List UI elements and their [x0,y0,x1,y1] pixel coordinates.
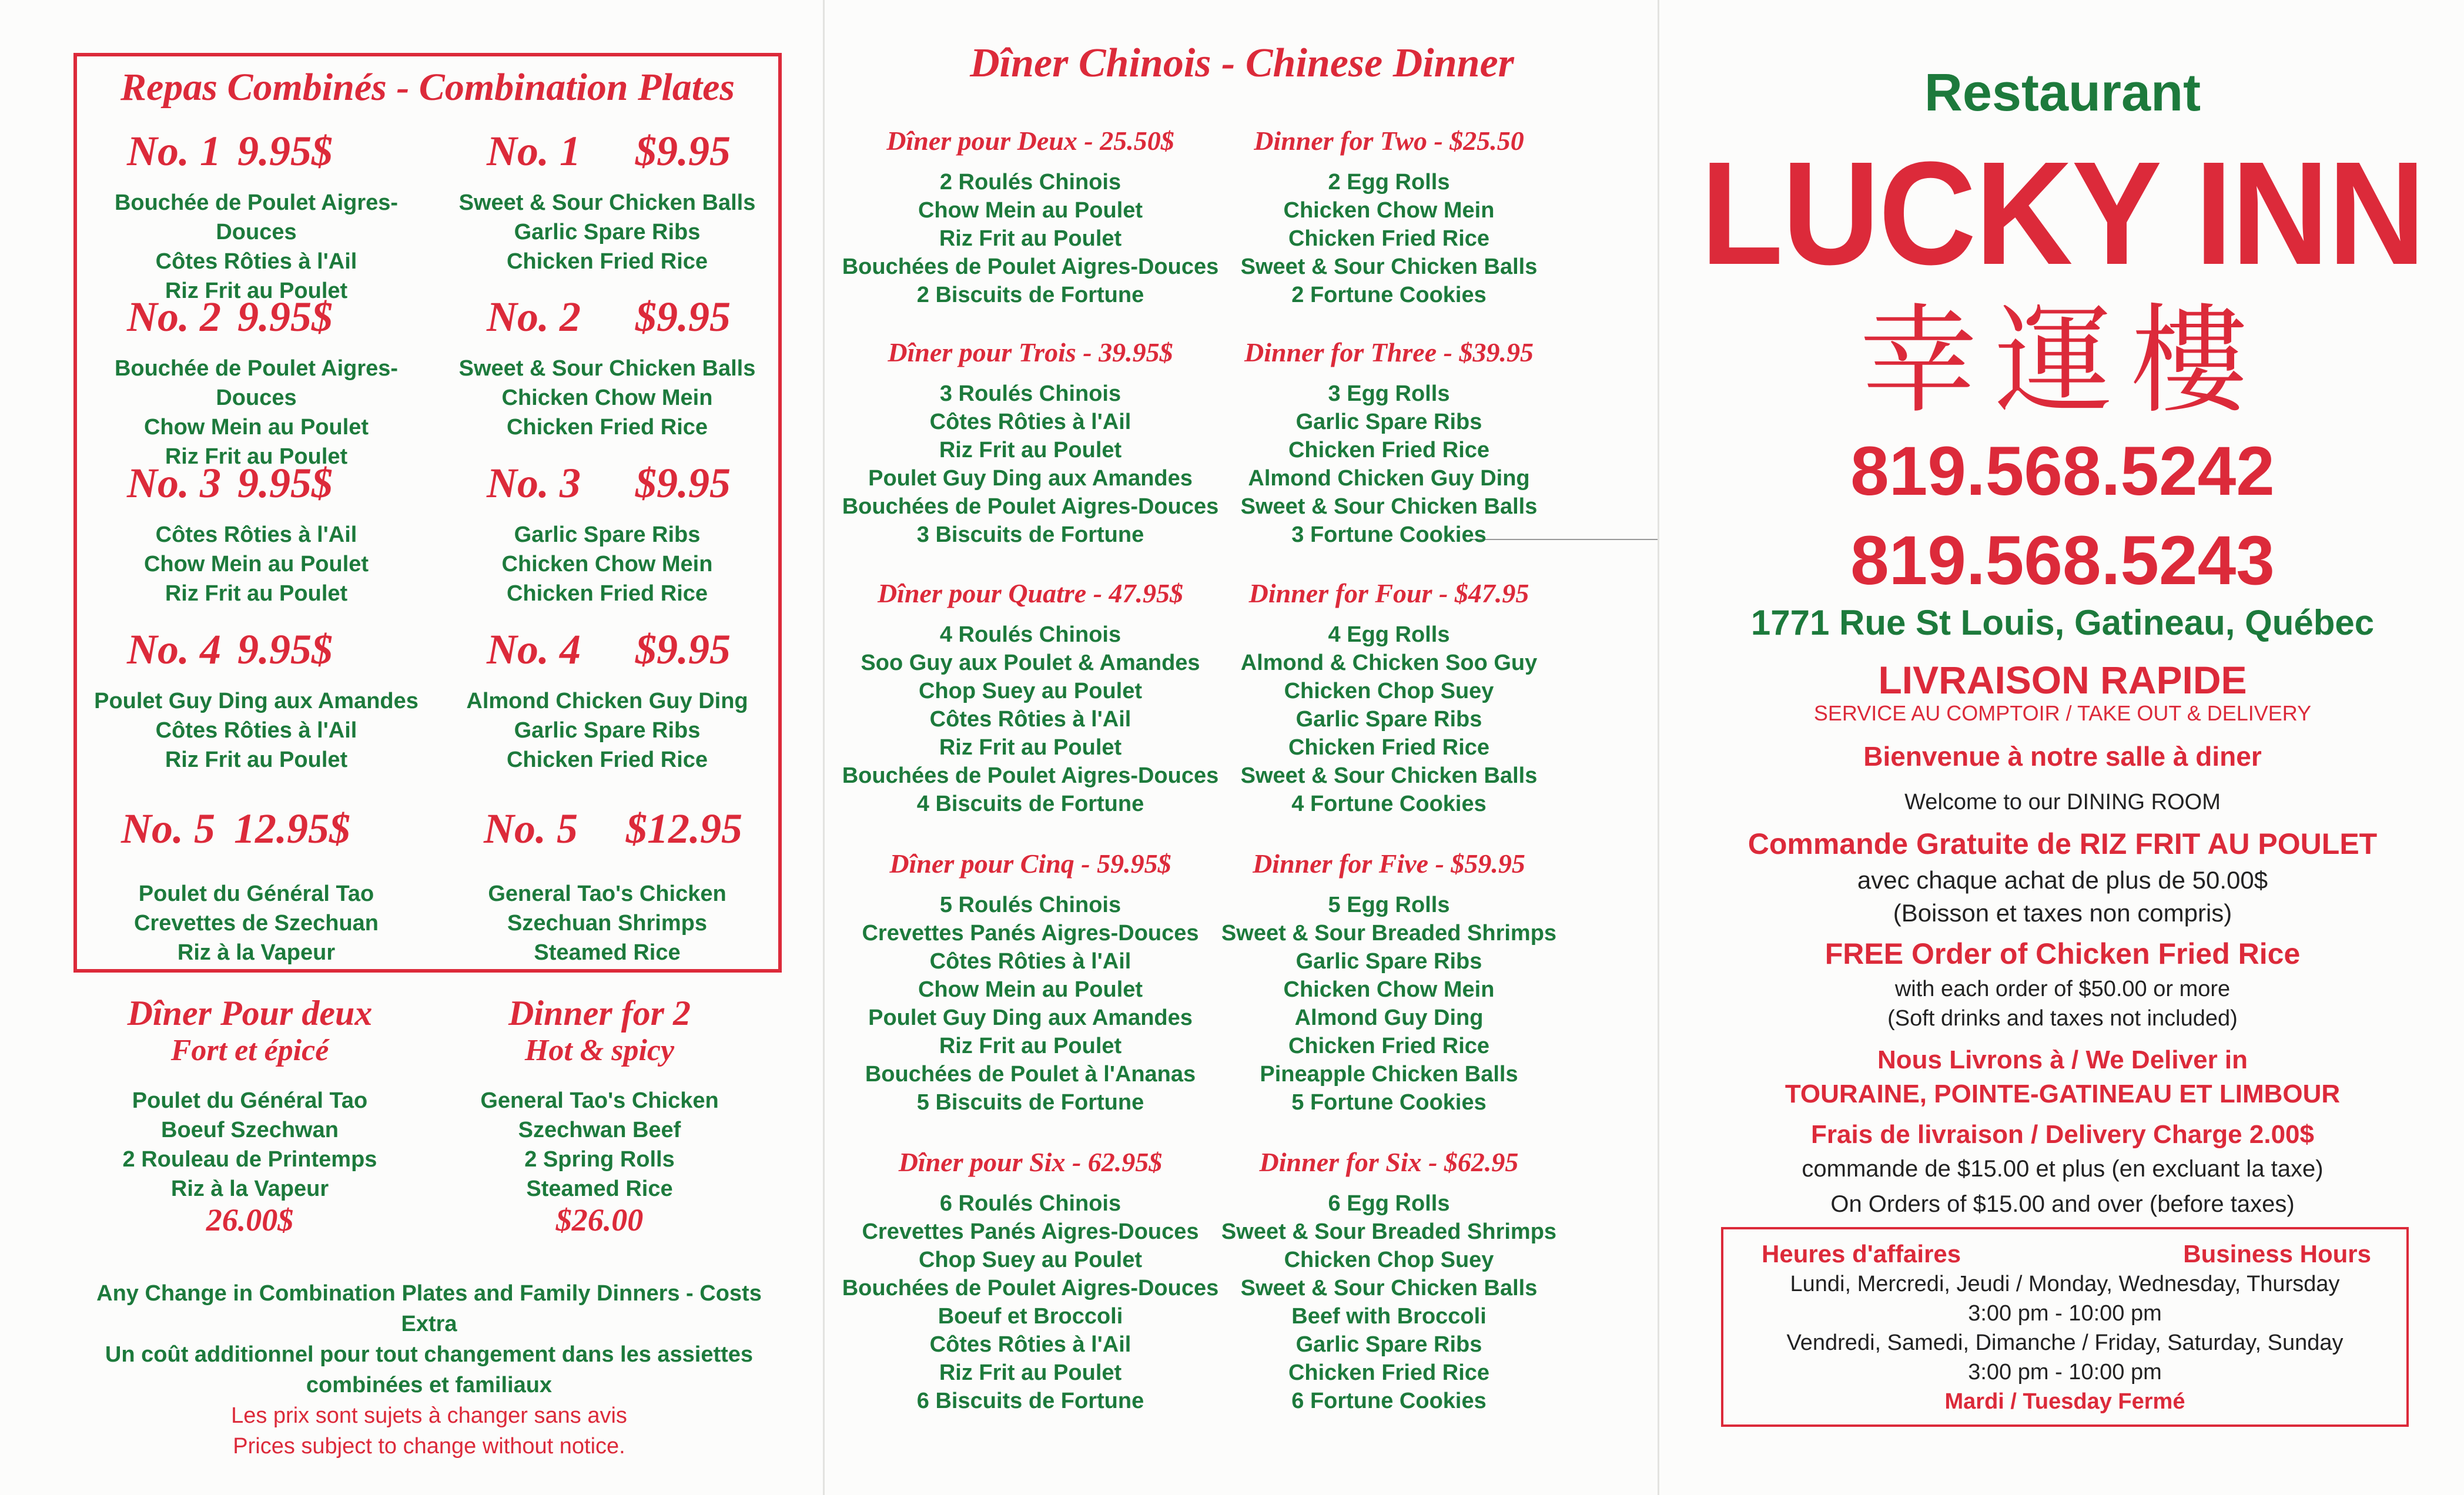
phone-number-2[interactable]: 819.568.5243 [1850,522,2275,599]
plate-item: Bouchée de Poulet Aigres-Douces [114,190,399,244]
dinner-item: Côtes Rôties à l'Ail [929,949,1131,974]
plate-item: Chicken Fried Rice [506,415,708,440]
hours-heading-fr: Heures d'affaires [1762,1240,1961,1268]
plate-item: Chow Mein au Poulet [143,552,369,576]
plate-item: Almond Chicken Guy Ding [466,689,748,713]
delivery-minimum-en: On Orders of $15.00 and over (before taxes) [1830,1191,2295,1217]
dinner-heading: Dinner for Three - $39.95 [1244,337,1534,367]
dinner-heading: Dinner for Five - $59.95 [1253,849,1525,879]
dinner-item: Chicken Fried Rice [1288,438,1490,462]
chinese-dinner-title: Dîner Chinois - Chinese Dinner [970,41,1514,86]
plate-price: 9.95$ [237,293,333,340]
business-hours-box [1721,1227,2409,1427]
dinner-item: 2 Rouleau de Printemps [122,1147,377,1172]
dinner-heading: Dinner for Six - $62.95 [1259,1147,1519,1177]
dinner-item: 2 Fortune Cookies [1291,283,1487,307]
dinner-item: Sweet & Sour Chicken Balls [1240,763,1538,788]
dinner-item: Almond Chicken Guy Ding [1248,466,1530,491]
plate-item: Chicken Fried Rice [506,581,708,606]
dinner-item: Côtes Rôties à l'Ail [929,410,1131,434]
plate-number: No. 5 [484,805,578,852]
dinner-item: 2 Spring Rolls [524,1147,675,1172]
hours-days-1: Lundi, Mercredi, Jeudi / Monday, Wednesday, Thursday [1790,1272,2340,1296]
dinner-item: Sweet & Sour Breaded Shrimps [1221,1219,1557,1244]
dinner-item: Szechwan Beef [518,1118,681,1142]
plate-item: Sweet & Sour Chicken Balls [458,190,756,215]
dinner-item: Chicken Chow Mein [1283,977,1495,1002]
dinner-item: Crevettes Panés Aigres-Douces [862,921,1199,946]
plate-item: Chicken Chow Mein [501,386,713,410]
dinner-pour-deux [73,993,426,1236]
dinner-item: 4 Fortune Cookies [1291,792,1487,816]
plate-item: Côtes Rôties à l'Ail [155,522,357,547]
plate-en-1 [431,127,784,276]
dinner-item: Sweet & Sour Chicken Balls [1240,1276,1538,1300]
plate-number: No. 1 [127,128,221,175]
dinner-item: Bouchées de Poulet à l'Ananas [865,1062,1196,1087]
dinner-item: Almond Guy Ding [1294,1005,1484,1030]
extra-cost-note: Any Change in Combination Plates and Family Dinners - Costs Extra [96,1281,762,1336]
dinner-item: Chop Suey au Poulet [918,1248,1143,1272]
dinner-item: Chicken Chop Suey [1284,1248,1494,1272]
restaurant-name: LUCKY INN [1700,131,2425,295]
dinner-for-three [1195,335,1583,549]
delivery-minimum-fr: commande de $15.00 et plus (en excluant la taxe) [1802,1156,2324,1182]
dinner-heading: Dîner pour Quatre - 47.95$ [877,578,1184,608]
dinner-item: 6 Roulés Chinois [939,1191,1121,1216]
dinner-heading: Dîner pour Deux - 25.50$ [886,126,1174,156]
hours-time-2: 3:00 pm - 10:00 pm [1968,1360,2162,1385]
plate-price: $9.95 [635,293,731,340]
plate-item: Riz Frit au Poulet [165,279,348,303]
dinner-item: Sweet & Sour Breaded Shrimps [1221,921,1557,946]
dinner-item: Bouchées de Poulet Aigres-Douces [842,254,1219,279]
dinner-item: Chow Mein au Poulet [918,198,1143,223]
dinner-item: Chicken Chop Suey [1284,679,1494,703]
delivery-area-list: TOURAINE, POINTE-GATINEAU ET LIMBOUR [1785,1080,2341,1108]
plate-item: Côtes Rôties à l'Ail [155,249,357,274]
dinner-price: 26.00$ [206,1202,294,1238]
plate-number: No. 2 [487,293,581,340]
plate-item: Bouchée de Poulet Aigres-Douces [114,356,399,410]
dinner-item: Boeuf et Broccoli [938,1304,1123,1329]
dinner-item: 5 Biscuits de Fortune [916,1090,1144,1115]
dinner-item: Soo Guy aux Poulet & Amandes [861,651,1200,675]
dinner-subtitle: Hot & spicy [524,1034,675,1067]
plate-item: Riz à la Vapeur [177,940,336,965]
chinese-dinner-panel [823,0,1659,1495]
dinner-item: Bouchées de Poulet Aigres-Douces [842,1276,1219,1300]
dinner-for-two [1195,123,1583,309]
delivery-heading: Nous Livrons à / We Deliver in [1877,1045,2248,1074]
free-rice-offer-fr: Commande Gratuite de RIZ FRIT AU POULET [1747,827,2378,860]
dinner-heading: Dîner pour Trois - 39.95$ [888,337,1173,367]
dinner-title: Dinner for 2 [508,994,691,1033]
dinner-heading: Dinner for Four - $47.95 [1248,578,1529,608]
dinner-item: 2 Egg Rolls [1328,170,1450,195]
plate-price: $12.95 [626,805,742,852]
dinner-item: Chicken Fried Rice [1288,226,1490,251]
delivery-charge: Frais de livraison / Delivery Charge 2.00$ [1811,1120,2314,1149]
dinner-item: 3 Egg Rolls [1328,381,1450,406]
combination-panel [0,0,823,1495]
hours-heading-en: Business Hours [2183,1240,2371,1268]
dinner-item: Chop Suey au Poulet [918,679,1143,703]
combination-plates-box [73,53,782,973]
plate-fr-2 [80,293,433,471]
plate-number: No. 2 [127,293,221,340]
price-change-note-en: Prices subject to change without notice. [233,1434,625,1459]
dinner-item: Côtes Rôties à l'Ail [929,707,1131,732]
dinner-heading: Dinner for Two - $25.50 [1254,126,1524,156]
plate-number: No. 1 [487,128,581,175]
plate-price: $9.95 [635,460,731,507]
offer-condition: (Soft drinks and taxes not included) [1887,1006,2238,1031]
plate-item: Chicken Fried Rice [506,249,708,274]
dinner-item: 4 Egg Rolls [1328,622,1450,647]
livraison-rapide: LIVRAISON RAPIDE [1878,658,2247,702]
phone-number-1[interactable]: 819.568.5242 [1850,433,2275,510]
dinner-item: 4 Roulés Chinois [939,622,1121,647]
hours-closed-day: Mardi / Tuesday Fermé [1944,1389,2185,1414]
dinner-item: Poulet Guy Ding aux Amandes [868,1005,1193,1030]
dinner-item: Riz à la Vapeur [170,1176,329,1201]
dinner-item: 5 Egg Rolls [1328,893,1450,917]
offer-conditions-fr [1659,864,2464,930]
dinner-item: Côtes Rôties à l'Ail [929,1332,1131,1357]
offer-conditions-en [1659,974,2464,1033]
extra-cost-note-fr: Un coût additionnel pour tout changement dans les assiettes [105,1342,754,1367]
dinner-item: Boeuf Szechwan [161,1118,339,1142]
plate-item: Riz Frit au Poulet [165,581,348,606]
plate-item: Poulet du Général Tao [138,881,374,906]
dinner-item: Bouchées de Poulet Aigres-Douces [842,763,1219,788]
dinner-heading: Dîner pour Cinq - 59.95$ [889,849,1171,879]
dinner-item: Steamed Rice [526,1176,673,1201]
dinner-item: Garlic Spare Ribs [1295,1332,1482,1357]
dinner-item: Chow Mein au Poulet [918,977,1143,1002]
plate-number: No. 4 [127,626,221,673]
dinner-item: Riz Frit au Poulet [939,735,1122,760]
bienvenue-text: Bienvenue à notre salle à diner [1863,741,2262,772]
plate-fr-1 [80,127,433,306]
dinner-for-six [1195,1145,1583,1415]
dinner-item: Crevettes Panés Aigres-Douces [862,1219,1199,1244]
hours-time-1: 3:00 pm - 10:00 pm [1968,1301,2162,1326]
plate-price: 9.95$ [237,626,333,673]
plate-item: Chicken Fried Rice [506,748,708,772]
plate-en-2 [431,293,784,442]
dinner-item: 3 Roulés Chinois [939,381,1121,406]
dinner-item: Riz Frit au Poulet [939,1034,1122,1058]
price-change-note-fr: Les prix sont sujets à changer sans avis [231,1403,627,1428]
free-rice-offer-en: FREE Order of Chicken Fried Rice [1824,937,2301,970]
dinner-title: Dîner Pour deux [127,994,373,1033]
dinner-subtitle: Fort et épicé [170,1034,329,1067]
plate-item: Côtes Rôties à l'Ail [155,718,357,743]
dinner-item: Poulet Guy Ding aux Amandes [868,466,1193,491]
delivery-areas [1659,1043,2464,1111]
restaurant-label: Restaurant [1924,63,2201,122]
plate-item: Crevettes de Szechuan [133,911,379,936]
dinner-item: Sweet & Sour Chicken Balls [1240,494,1538,519]
plate-item: Szechuan Shrimps [507,911,707,936]
plate-fr-5 [80,805,433,967]
plate-fr-3 [80,459,433,608]
dinner-item: Chicken Chow Mein [1283,198,1495,223]
dinner-item: Chicken Fried Rice [1288,1034,1490,1058]
plate-price: $9.95 [635,128,731,175]
diner-pour-cinq [836,846,1224,1117]
plate-item: Chicken Chow Mein [501,552,713,576]
plate-number: No. 3 [127,460,221,507]
dinner-price: $26.00 [555,1202,644,1238]
dinner-for-five [1195,846,1583,1117]
dinner-item: 6 Biscuits de Fortune [916,1389,1144,1413]
diner-pour-deux [836,123,1224,309]
plate-item: Riz Frit au Poulet [165,748,348,772]
dinner-item: 2 Roulés Chinois [939,170,1121,195]
plate-item: Garlic Spare Ribs [514,718,701,743]
plate-price: 12.95$ [234,805,350,852]
dinner-item: Pineapple Chicken Balls [1260,1062,1518,1087]
plate-item: Garlic Spare Ribs [514,220,701,244]
welcome-text: Welcome to our DINING ROOM [1904,790,2221,814]
dinner-item: 3 Fortune Cookies [1291,522,1487,547]
plate-item: Sweet & Sour Chicken Balls [458,356,756,381]
plate-item: Garlic Spare Ribs [514,522,701,547]
dinner-item: 5 Roulés Chinois [939,893,1121,917]
menu-notes [76,1278,782,1462]
dinner-item: Beef with Broccoli [1291,1304,1487,1329]
diner-pour-six [836,1145,1224,1415]
address: 1771 Rue St Louis, Gatineau, Québec [1750,603,2375,642]
diner-pour-trois [836,335,1224,549]
dinner-item: Riz Frit au Poulet [939,226,1122,251]
dinner-item: 5 Fortune Cookies [1291,1090,1487,1115]
dinner-item: Almond & Chicken Soo Guy [1240,651,1538,675]
dinner-item: Chicken Fried Rice [1288,735,1490,760]
plate-price: 9.95$ [237,460,333,507]
plate-item: Chow Mein au Poulet [143,415,369,440]
combination-plates-title: Repas Combinés - Combination Plates [120,66,735,109]
plate-en-5 [431,805,784,967]
dinner-item: Garlic Spare Ribs [1295,949,1482,974]
dinner-item: Chicken Fried Rice [1288,1360,1490,1385]
dinner-for-2 [423,993,776,1236]
restaurant-info-panel [1658,0,2464,1495]
dinner-item: 4 Biscuits de Fortune [916,792,1144,816]
dinner-heading: Dîner pour Six - 62.95$ [898,1147,1163,1177]
plate-item: General Tao's Chicken [488,881,727,906]
chinese-name: 幸運樓 [1859,293,2265,430]
offer-condition: with each order of $50.00 or more [1894,977,2231,1001]
plate-price: 9.95$ [237,128,333,175]
dinner-item: Riz Frit au Poulet [939,438,1122,462]
dinner-item: Sweet & Sour Chicken Balls [1240,254,1538,279]
diner-pour-quatre [836,576,1224,818]
dinner-item: Garlic Spare Ribs [1295,707,1482,732]
extra-cost-note-fr-2: combinées et familiaux [306,1373,553,1397]
dinner-item: Garlic Spare Ribs [1295,410,1482,434]
hours-days-2: Vendredi, Samedi, Dimanche / Friday, Saturday, Sunday [1786,1330,2344,1355]
dinner-item: 6 Fortune Cookies [1291,1389,1487,1413]
plate-number: No. 5 [121,805,215,852]
plate-number: No. 3 [487,460,581,507]
plate-item: Poulet Guy Ding aux Amandes [94,689,419,713]
dinner-for-four [1195,576,1583,818]
offer-condition: (Boisson et taxes non compris) [1893,899,2232,927]
plate-fr-4 [80,625,433,775]
dinner-item: 6 Egg Rolls [1328,1191,1450,1216]
plate-item: Steamed Rice [534,940,681,965]
dinner-item: General Tao's Chicken [480,1088,719,1113]
offer-condition: avec chaque achat de plus de 50.00$ [1857,866,2268,894]
plate-number: No. 4 [487,626,581,673]
dinner-item: 3 Biscuits de Fortune [916,522,1144,547]
plate-item: Riz Frit au Poulet [165,444,348,469]
plate-en-4 [431,625,784,775]
plate-en-3 [431,459,784,608]
dinner-item: Poulet du Général Tao [132,1088,368,1113]
dinner-item: 2 Biscuits de Fortune [916,283,1144,307]
service-line: SERVICE AU COMPTOIR / TAKE OUT & DELIVERY [1813,701,2312,725]
dinner-item: Bouchées de Poulet Aigres-Douces [842,494,1219,519]
dinner-item: Riz Frit au Poulet [939,1360,1122,1385]
plate-price: $9.95 [635,626,731,673]
